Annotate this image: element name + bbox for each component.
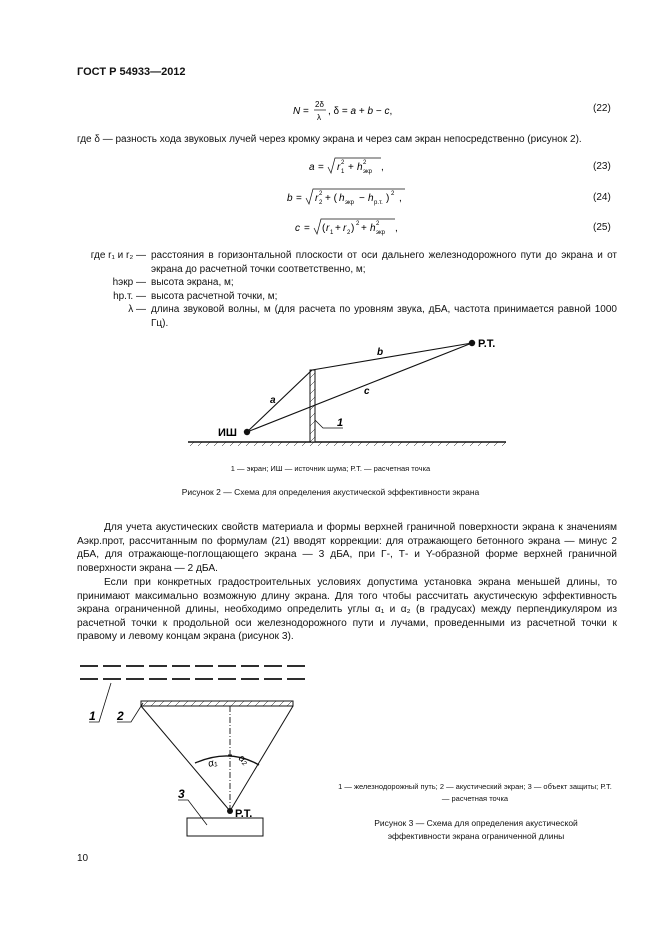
svg-text:λ: λ <box>317 113 321 122</box>
protected-object <box>187 818 263 836</box>
svg-text:+: + <box>335 223 341 234</box>
svg-text:2: 2 <box>347 230 351 236</box>
svg-text:,: , <box>381 162 384 173</box>
svg-text:р.т.: р.т. <box>374 200 383 206</box>
svg-text:2: 2 <box>319 200 323 206</box>
calculation-point <box>469 340 475 346</box>
svg-text:2: 2 <box>319 191 323 197</box>
label-ish: ИШ <box>218 427 237 439</box>
label-rt: Р.Т. <box>235 808 253 820</box>
ray-a <box>247 370 312 432</box>
svg-text:1: 1 <box>341 169 345 175</box>
paragraph-corrections: Для учета акустических свойств материала и формы верхней граничной поверхности экрана к значениям Aэкр.прот, рассчитанным по формулам (21) вводят коррекции: для отражающего бетонного экрана — минус 2 дБА, для отражающе-поглощающего экрана — 3 дБА, при Г-, Т- и Y-образной форме верхней граничной поверхности экрана — 2 дБА. <box>77 522 617 574</box>
svg-text:=: = <box>303 106 309 117</box>
equation-24-formula <box>287 186 437 210</box>
equation-25-formula <box>295 216 445 240</box>
paragraph-limited-length: Если при конкретных градостроительных условиях допустима установка экрана меньшей длины, то принимают максимально возможную длину экрана. Для того чтобы рассчитать акустическую эффективность экрана ограниченной длины, необходимо определить углы α₁ и α₂ (в градусах) между перпендикуляром из расчетной точки к продольной оси железнодорожного пути и лучами, проведенными из расчетной точки к правому и левому концам экрана (рисунок 3). <box>77 577 617 643</box>
svg-text:r: r <box>337 162 341 173</box>
equation-23 <box>309 155 429 184</box>
label-c: c <box>364 386 370 397</box>
svg-text:h: h <box>357 162 363 173</box>
svg-text:): ) <box>351 223 355 234</box>
label-1: 1 <box>89 709 96 723</box>
svg-text:b: b <box>287 193 293 204</box>
acoustic-screen <box>141 701 293 706</box>
svg-text:экр: экр <box>345 200 355 206</box>
svg-text:,: , <box>399 193 402 204</box>
def-r-symbol: где r₁ и r₂ — <box>90 250 146 261</box>
svg-text:+: + <box>361 223 367 234</box>
def-hrt-text: высота расчетной точки, м; <box>151 291 278 302</box>
svg-text:, δ = a + b − c,: , δ = a + b − c, <box>328 106 393 117</box>
svg-text:=: = <box>296 193 302 204</box>
equation-25-number: (25) <box>593 222 611 233</box>
svg-text:): ) <box>386 193 390 204</box>
equation-24-number: (24) <box>593 192 611 203</box>
delta-definition: где δ — разность хода звуковых лучей через кромку экрана и через сам экран непосредственно (рисунок 2). <box>77 134 582 145</box>
def-lambda-symbol: λ — <box>128 304 146 315</box>
def-r-text: расстояния в горизонтальной плоскости от оси дальнего железнодорожного пути до экрана и от экрана до расчетной точки соответственно, м; <box>151 250 617 275</box>
svg-text:+ (: + ( <box>325 193 337 204</box>
equation-22 <box>293 96 433 129</box>
def-lambda-text: длина звуковой волны, м (для расчета по уровням звука, дБА, частота принимается равной 1000 Гц). <box>151 304 617 329</box>
svg-text:h: h <box>339 193 345 204</box>
equation-22-number: (22) <box>593 103 611 114</box>
label-b: b <box>377 347 384 358</box>
label-2: 2 <box>117 709 124 723</box>
svg-text:1: 1 <box>330 230 334 236</box>
svg-text:r: r <box>326 223 330 234</box>
equation-23-number: (23) <box>593 161 611 172</box>
svg-text:=: = <box>318 162 324 173</box>
svg-text:c: c <box>295 223 300 234</box>
svg-text:2: 2 <box>341 160 345 166</box>
svg-text:h: h <box>368 193 374 204</box>
label-alpha1: α₁ <box>206 756 219 770</box>
def-hrt-symbol: hр.т. — <box>113 291 146 302</box>
label-rt: Р.Т. <box>478 338 496 350</box>
svg-text:h: h <box>370 223 376 234</box>
figure-2-diagram <box>180 330 520 455</box>
figure-2-caption: Рисунок 2 — Схема для определения акустической эффективности экрана <box>181 487 480 497</box>
svg-text:2: 2 <box>391 191 395 197</box>
label-1: 1 <box>337 417 344 429</box>
svg-text:2: 2 <box>376 221 380 227</box>
label-a: a <box>270 395 276 406</box>
figure-3-diagram <box>75 660 315 845</box>
svg-text:a: a <box>309 162 315 173</box>
figure-3-caption: Рисунок 3 — Схема для определения акустической эффективности экрана ограниченной длины <box>374 818 578 841</box>
equation-22-formula <box>293 96 433 126</box>
svg-text:экр: экр <box>376 230 386 236</box>
svg-text:r: r <box>315 193 319 204</box>
svg-text:2: 2 <box>363 160 367 166</box>
ray-left-end <box>141 706 230 811</box>
svg-text:(: ( <box>322 223 326 234</box>
calculation-point <box>227 808 233 814</box>
def-hekr-text: высота экрана, м; <box>151 277 234 288</box>
svg-text:экр: экр <box>363 169 373 175</box>
document-header: ГОСТ Р 54933—2012 <box>77 66 186 78</box>
ray-c <box>247 343 472 432</box>
figure-2-legend: 1 — экран; ИШ — источник шума; Р.Т. — расчетная точка <box>230 464 431 473</box>
svg-text:,: , <box>395 223 398 234</box>
svg-text:2δ: 2δ <box>315 100 324 109</box>
svg-text:r: r <box>343 223 347 234</box>
label-alpha2: α₂ <box>236 752 251 768</box>
svg-text:N: N <box>293 106 301 117</box>
ray-b <box>312 343 472 370</box>
equation-23-formula <box>309 155 429 179</box>
svg-text:2: 2 <box>356 221 360 227</box>
def-hekr-symbol: hэкр — <box>112 277 146 288</box>
label-3: 3 <box>178 787 185 801</box>
figure-3-legend: 1 — железнодорожный путь; 2 — акустический экран; 3 — объект защиты; Р.Т. — расчетная точка <box>338 782 612 803</box>
equation-25 <box>295 216 445 245</box>
noise-source-point <box>244 429 250 435</box>
equation-24 <box>287 186 437 215</box>
svg-text:−: − <box>359 193 365 204</box>
page-number: 10 <box>77 853 89 864</box>
svg-text:+: + <box>348 162 354 173</box>
svg-text:=: = <box>304 223 310 234</box>
